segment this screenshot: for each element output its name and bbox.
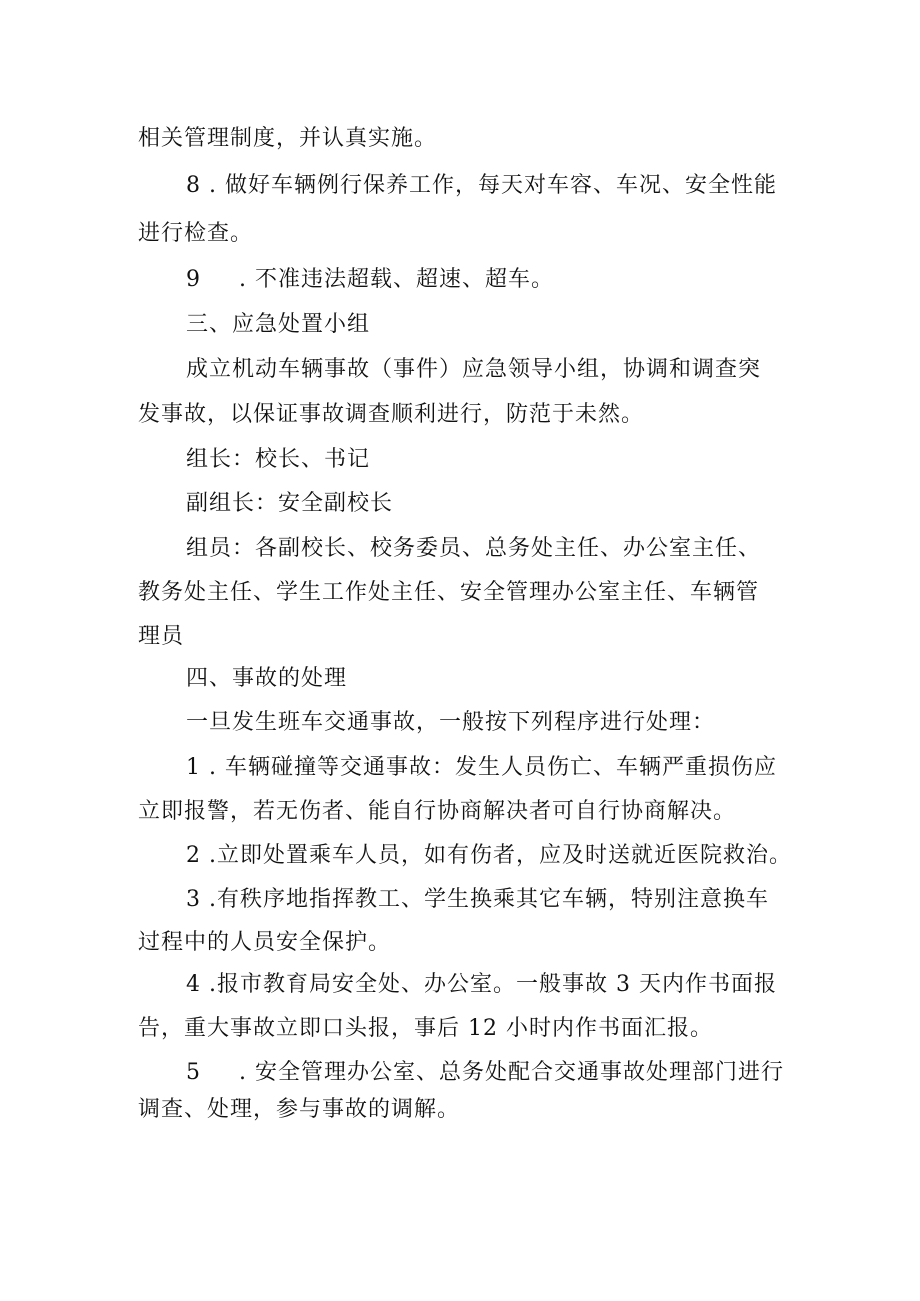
item-number: 5 xyxy=(186,1060,201,1085)
paragraph-line: 进行检查。 xyxy=(138,221,254,246)
members-line: 组员：各副校长、校务委员、总务处主任、办公室主任、 xyxy=(186,536,762,561)
list-item-1: 1 . 车辆碰撞等交通事故：发生人员伤亡、车辆严重损伤应 xyxy=(186,755,777,780)
paragraph-line: 成立机动车辆事故（事件）应急领导小组，协调和调查突 xyxy=(186,357,762,382)
list-item-2: 2 .立即处置乘车人员，如有伤者，应及时送就近医院救治。 xyxy=(186,843,792,868)
paragraph-line: 一旦发生班车交通事故，一般按下列程序进行处理： xyxy=(186,710,716,735)
list-item-4: 4 .报市教育局安全处、办公室。一般事故 3 天内作书面报 xyxy=(186,972,777,997)
paragraph-line: 发事故，以保证事故调查顺利进行，防范于未然。 xyxy=(138,402,645,427)
deputy-leader-line: 副组长：安全副校长 xyxy=(186,491,394,516)
paragraph-line: 立即报警，若无伤者、能自行协商解决者可自行协商解决。 xyxy=(138,799,737,824)
list-item-9 xyxy=(186,265,554,295)
paragraph-line: 调查、处理，参与事故的调解。 xyxy=(138,1097,461,1122)
list-item-3: 3 .有秩序地指挥教工、学生换乘其它车辆，特别注意换车 xyxy=(186,887,769,912)
item-text: . 不准违法超载、超速、超车。 xyxy=(239,267,554,292)
item-number: 9 xyxy=(186,267,201,292)
list-item-5 xyxy=(186,1058,784,1088)
team-leader-line: 组长：校长、书记 xyxy=(186,447,371,472)
section-heading-3: 三、应急处置小组 xyxy=(186,312,371,337)
list-item-8: 8 . 做好车辆例行保养工作，每天对车容、车况、安全性能 xyxy=(186,173,777,198)
section-heading-4: 四、事故的处理 xyxy=(186,666,348,691)
members-line: 理员 xyxy=(138,624,185,649)
paragraph-line: 过程中的人员安全保护。 xyxy=(138,930,392,955)
paragraph-line: 告，重大事故立即口头报，事后 12 小时内作书面汇报。 xyxy=(138,1016,713,1041)
paragraph-line: 相关管理制度，并认真实施。 xyxy=(138,126,438,151)
item-text: . 安全管理办公室、总务处配合交通事故处理部门进行 xyxy=(239,1060,784,1085)
members-line: 教务处主任、学生工作处主任、安全管理办公室主任、车辆管 xyxy=(138,580,760,605)
